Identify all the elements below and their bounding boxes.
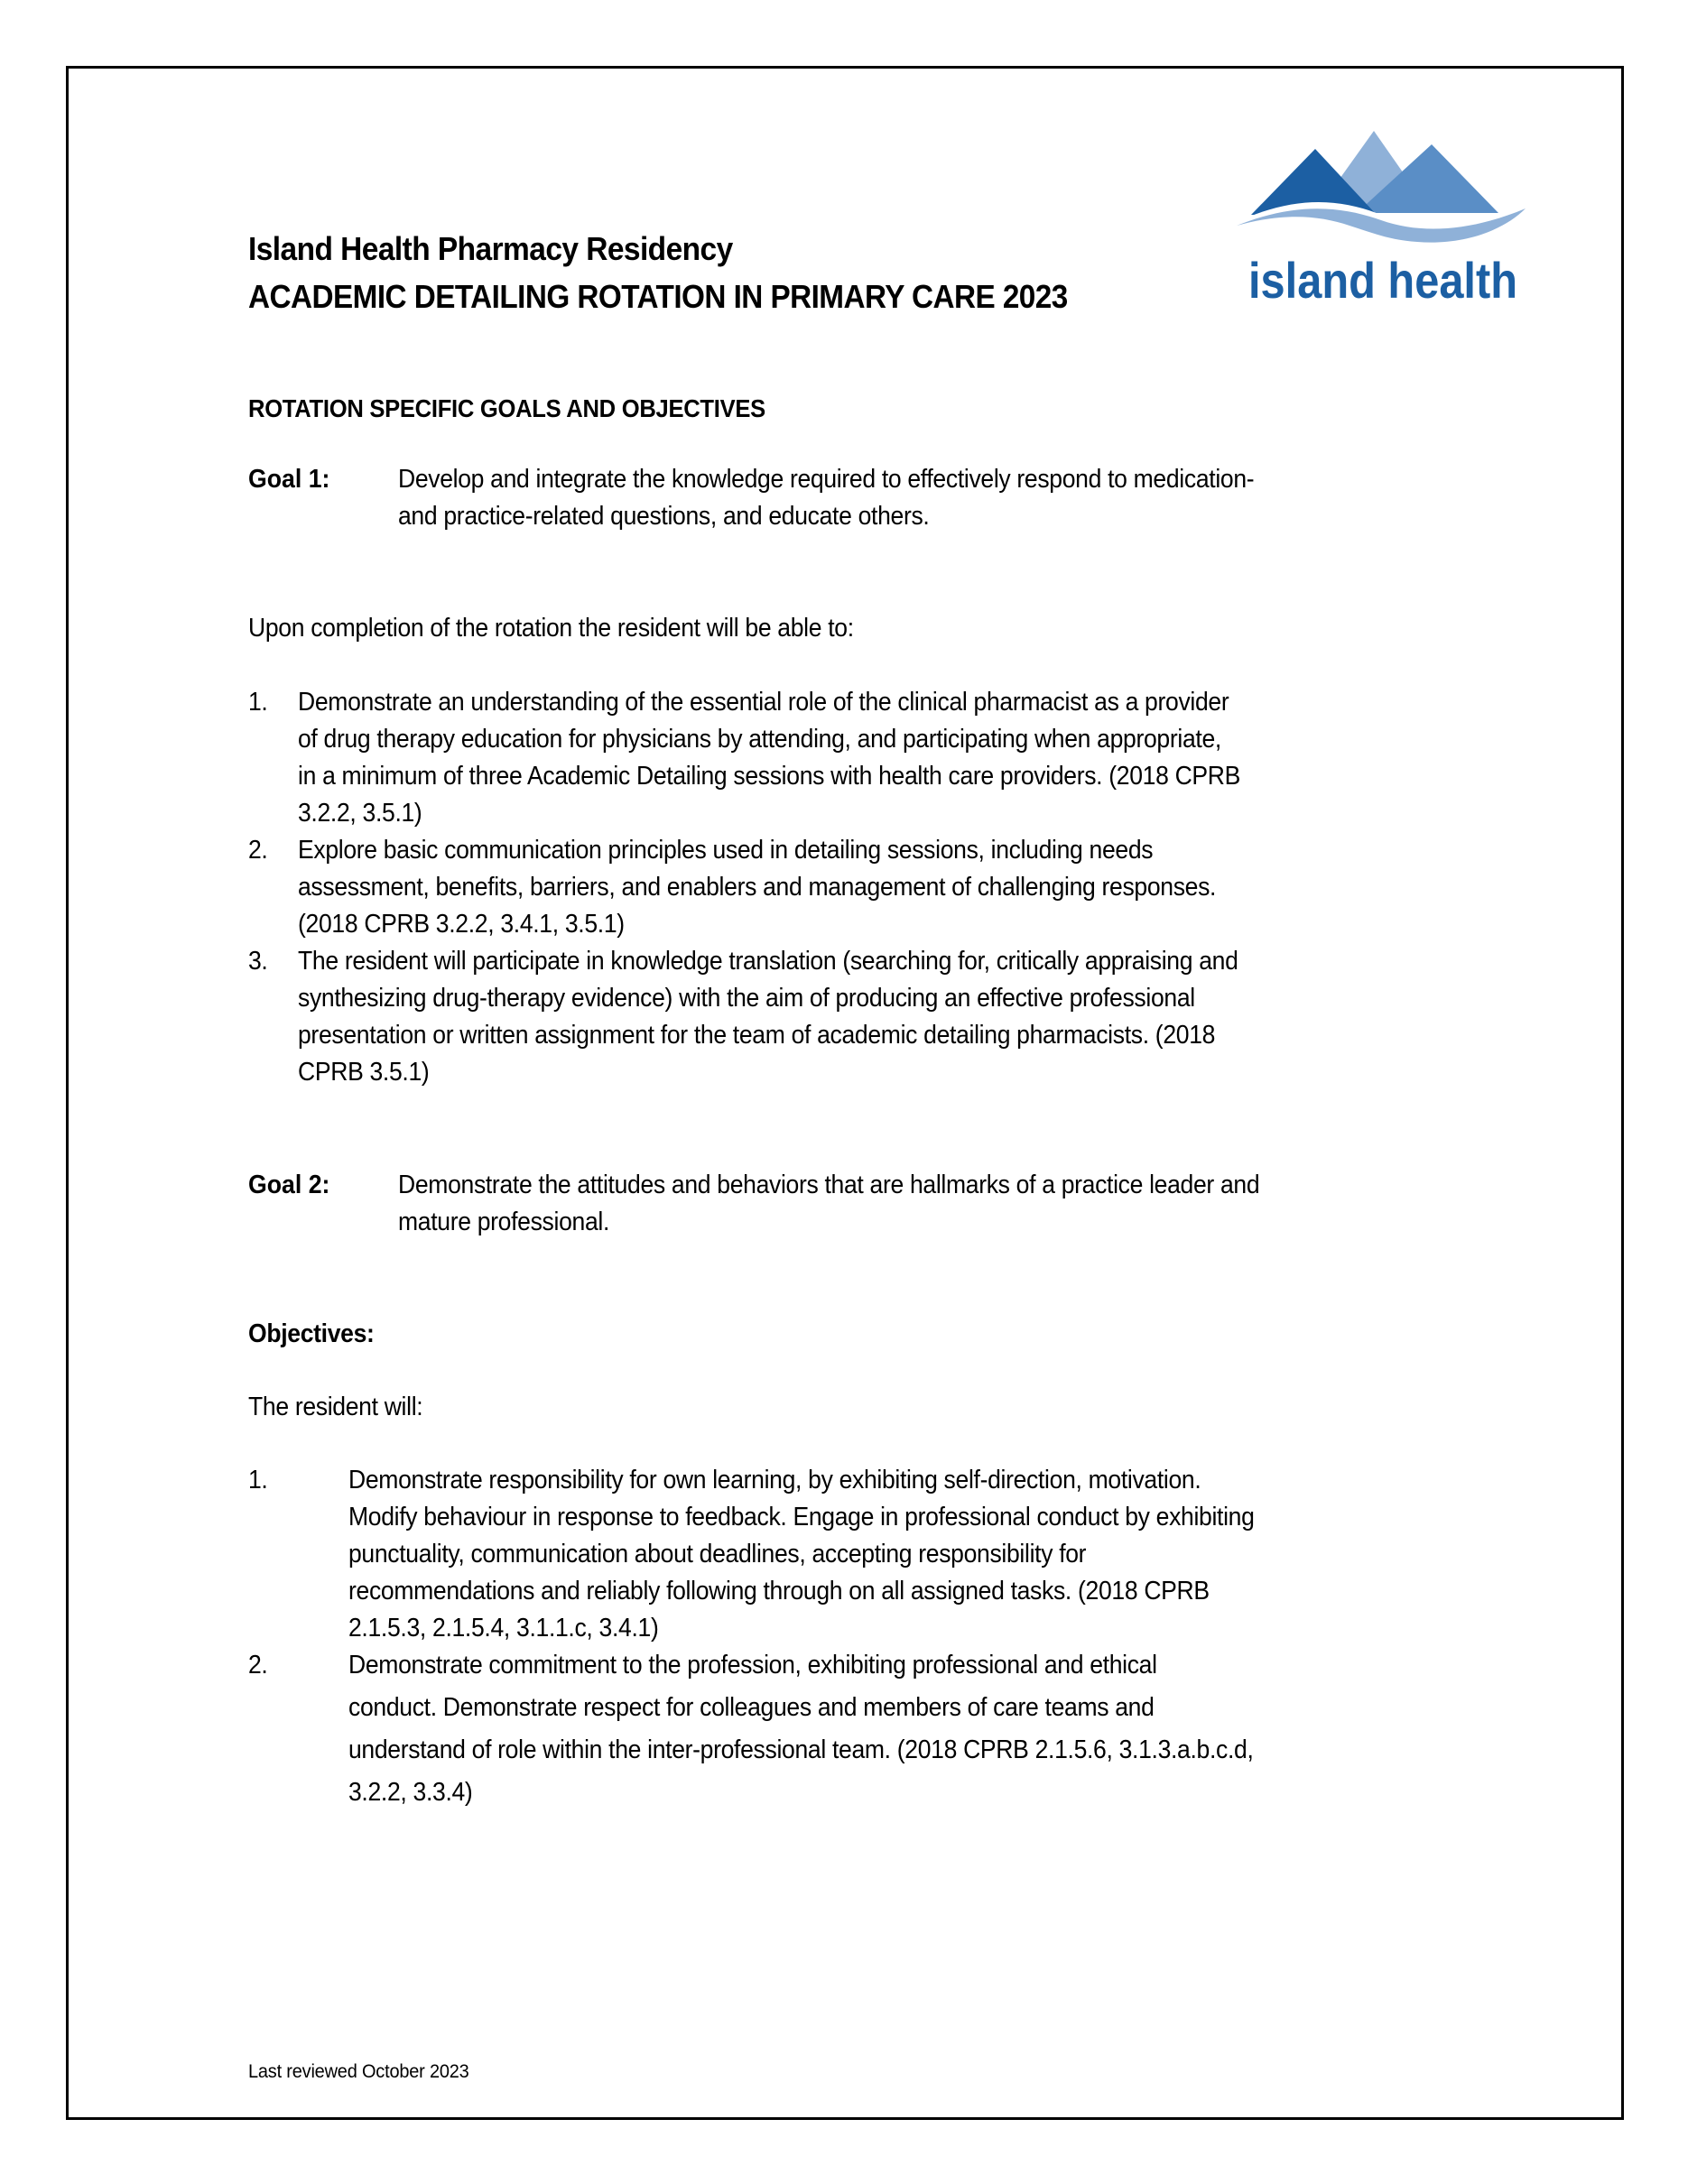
- list-line: 3.2.2, 3.3.4): [348, 1778, 473, 1807]
- goal-2-line: Demonstrate the attitudes and behaviors that are hallmarks of a practice leader and: [398, 1171, 1260, 1199]
- list-number: 2.: [248, 1651, 268, 1680]
- list-line: recommendations and reliably following through on all assigned tasks. (2018 CPRB: [348, 1577, 1210, 1606]
- list-line: understand of role within the inter-professional team. (2018 CPRB 2.1.5.6, 3.1.3.a.b.c.d,: [348, 1735, 1254, 1764]
- list-line: 2.1.5.3, 2.1.5.4, 3.1.1.c, 3.4.1): [348, 1614, 659, 1643]
- list-line: assessment, benefits, barriers, and enablers and management of challenging responses.: [298, 873, 1217, 902]
- list-line: of drug therapy education for physicians by attending, and participating when appropriate,: [298, 725, 1221, 754]
- list-line: CPRB 3.5.1): [298, 1058, 430, 1087]
- list-number: 1.: [248, 688, 268, 717]
- list-line: conduct. Demonstrate respect for colleagues and members of care teams and: [348, 1693, 1155, 1722]
- goal-1-label: Goal 1:: [248, 465, 330, 494]
- list-number: 2.: [248, 836, 268, 865]
- list-line: presentation or written assignment for the team of academic detailing pharmacists. (2018: [298, 1021, 1216, 1050]
- goal-2-line: mature professional.: [398, 1208, 610, 1236]
- objectives-intro: The resident will:: [248, 1393, 423, 1421]
- last-reviewed-footer: Last reviewed October 2023: [248, 2061, 469, 2082]
- list-line: 3.2.2, 3.5.1): [298, 799, 422, 828]
- list-line: The resident will participate in knowledge translation (searching for, critically appraising and: [298, 947, 1238, 976]
- list-line: Demonstrate responsibility for own learning, by exhibiting self-direction, motivation.: [348, 1466, 1201, 1495]
- list-line: synthesizing drug-therapy evidence) with the aim of producing an effective professional: [298, 984, 1195, 1013]
- logo-text: island health: [1248, 252, 1517, 309]
- list-line: Modify behaviour in response to feedback. Engage in professional conduct by exhibiting: [348, 1503, 1255, 1532]
- objectives-heading: Objectives:: [248, 1319, 375, 1348]
- goal-2-label: Goal 2:: [248, 1171, 330, 1199]
- list-line: Explore basic communication principles used in detailing sessions, including needs: [298, 836, 1154, 865]
- organization-title: Island Health Pharmacy Residency: [248, 230, 733, 267]
- list-number: 3.: [248, 947, 268, 976]
- goal-1-line: and practice-related questions, and educate others.: [398, 502, 930, 531]
- section-heading: ROTATION SPECIFIC GOALS AND OBJECTIVES: [248, 394, 765, 422]
- list-line: in a minimum of three Academic Detailing sessions with health care providers. (2018 CPRB: [298, 762, 1241, 791]
- list-number: 1.: [248, 1466, 268, 1495]
- list-line: punctuality, communication about deadlines, accepting responsibility for: [348, 1540, 1087, 1569]
- list-line: Demonstrate an understanding of the essential role of the clinical pharmacist as a provider: [298, 688, 1229, 717]
- list-line: Demonstrate commitment to the profession, exhibiting professional and ethical: [348, 1651, 1157, 1680]
- page-border: [66, 66, 1624, 2120]
- mountains-wave-logo-icon: [1232, 125, 1530, 314]
- goal-1-intro: Upon completion of the rotation the resident will be able to:: [248, 614, 854, 643]
- island-health-logo: [1232, 125, 1530, 314]
- document-title: ACADEMIC DETAILING ROTATION IN PRIMARY CARE 2023: [248, 278, 1068, 315]
- list-line: (2018 CPRB 3.2.2, 3.4.1, 3.5.1): [298, 910, 625, 939]
- goal-1-line: Develop and integrate the knowledge required to effectively respond to medication-: [398, 465, 1255, 494]
